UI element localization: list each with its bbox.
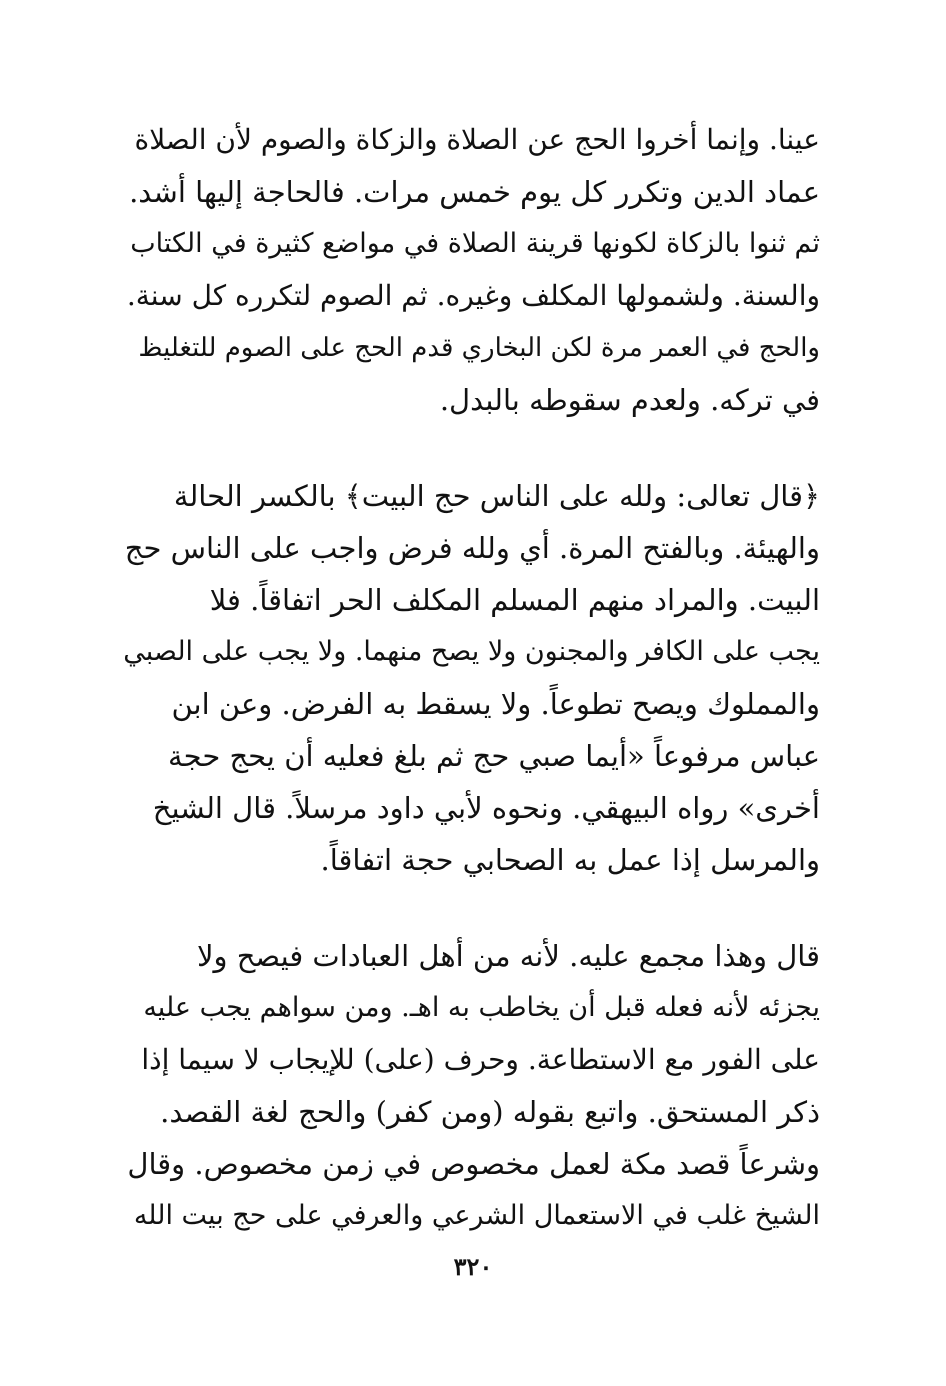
- paragraph-2: [120, 470, 820, 886]
- text-line: قال وهذا مجمع عليه. لأنه من أهل العبادات فيصح ولا: [196, 939, 820, 973]
- text-line: والهيئة. وبالفتح المرة. أي ولله فرض واجب على الناس حج: [124, 531, 820, 565]
- text-line: أخرى» رواه البيهقي. ونحوه لأبي داود مرسلاً. قال الشيخ: [152, 791, 820, 825]
- text-line: الشيخ غلب في الاستعمال الشرعي والعرفي على حج بيت الله: [133, 1200, 820, 1231]
- text-line: ﴿قال تعالى: ولله على الناس حج البيت﴾ بالكسر الحالة: [173, 479, 820, 513]
- text-line: يجب على الكافر والمجنون ولا يصح منهما. ولا يجب على الصبي: [123, 636, 820, 667]
- text-line: ثم ثنوا بالزكاة لكونها قرينة الصلاة في مواضع كثيرة في الكتاب: [130, 228, 820, 259]
- paragraph-1: [120, 114, 820, 426]
- text-line: يجزئه لأنه فعله قبل أن يخاطب به اهـ. ومن سواهم يجب عليه: [143, 992, 820, 1023]
- text-line: في تركه. ولعدم سقوطه بالبدل.: [439, 383, 820, 417]
- text-line: البيت. والمراد منهم المسلم المكلف الحر اتفاقاً. فلا: [209, 583, 820, 617]
- text-line: والحج في العمر مرة لكن البخاري قدم الحج على الصوم للتغليظ: [138, 333, 820, 363]
- text-line: عماد الدين وتكرر كل يوم خمس مرات. فالحاجة إليها أشد.: [129, 175, 820, 209]
- text-line: ذكر المستحق. واتبع بقوله (ومن كفر) والحج لغة القصد.: [160, 1095, 820, 1129]
- text-line: عينا. وإنما أخروا الحج عن الصلاة والزكاة والصوم لأن الصلاة: [134, 123, 820, 156]
- text-line: والسنة. ولشمولها المكلف وغيره. ثم الصوم لتكرره كل سنة.: [126, 279, 820, 312]
- text-line: وشرعاً قصد مكة لعمل مخصوص في زمن مخصوص. وقال: [127, 1147, 820, 1181]
- text-line: على الفور مع الاستطاعة. وحرف (على) للإيجاب لا سيما إذا: [141, 1043, 820, 1076]
- page-number: ٣٢٠: [453, 1252, 493, 1281]
- paragraph-3: [120, 930, 820, 1242]
- text-line: والمرسل إذا عمل به الصحابي حجة اتفاقاً.: [320, 843, 820, 877]
- text-line: والمملوك ويصح تطوعاً. ولا يسقط به الفرض. وعن ابن: [171, 687, 820, 721]
- text-line: عباس مرفوعاً «أيما صبي حج ثم بلغ فعليه أن يحج حجة: [168, 739, 820, 773]
